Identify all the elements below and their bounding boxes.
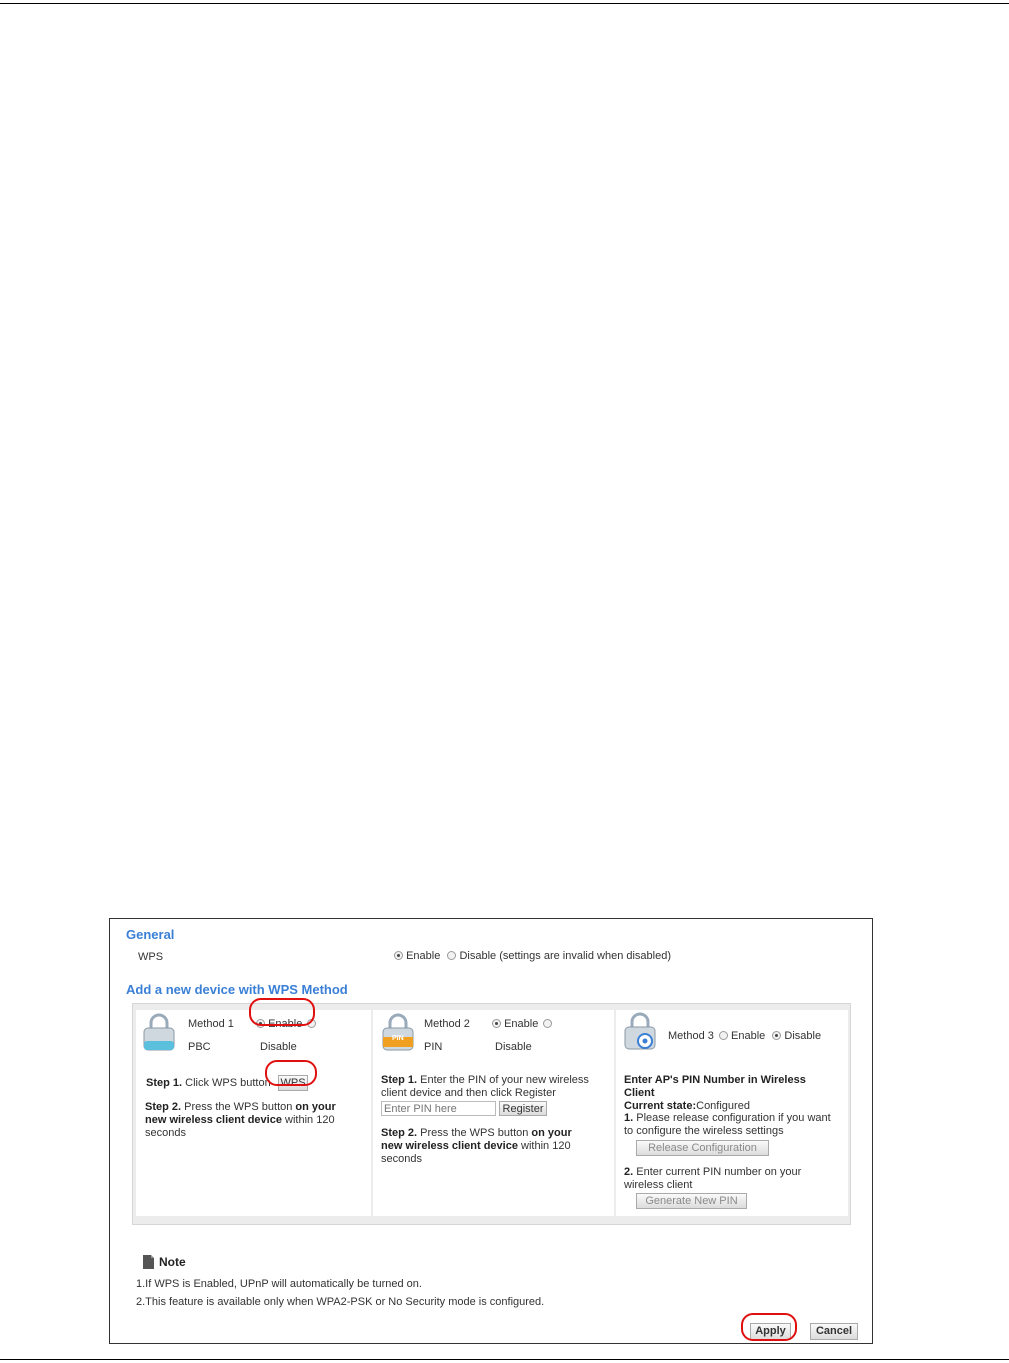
method2-step1-bold: Step 1.	[381, 1074, 418, 1086]
wps-methods-panel	[132, 1003, 851, 1225]
note-line1: 1.If WPS is Enabled, UPnP will automatically be turned on.	[136, 1278, 422, 1290]
method2-step1	[381, 1074, 607, 1100]
top-rule	[0, 3, 1009, 4]
wps-enable-label: Enable	[406, 950, 441, 962]
add-device-title: Add a new device with WPS Method	[126, 982, 348, 997]
method2-name: Method 2	[424, 1018, 470, 1030]
method2-step2-text2: within 120 seconds	[381, 1140, 571, 1165]
wps-enable-radio[interactable]	[394, 951, 403, 960]
wps-label: WPS	[138, 951, 164, 963]
method1-enable-label: Enable	[268, 1018, 303, 1030]
method1-name: Method 1	[188, 1018, 234, 1030]
method2-step2-text1: Press the WPS button	[420, 1127, 529, 1139]
bottom-rule	[0, 1359, 1009, 1360]
note-title: Note	[159, 1255, 186, 1269]
method2-step2	[381, 1127, 591, 1166]
method2-step1-text: Enter the PIN of your new wireless client device and then click Register	[381, 1074, 589, 1099]
method3-name: Method 3	[668, 1030, 714, 1042]
method3-item1-text: Please release configuration if you want to configure the wireless settings	[624, 1112, 831, 1137]
general-title: General	[126, 927, 175, 942]
method3-disable-label: Disable	[784, 1030, 822, 1042]
method1-step1	[146, 1077, 271, 1090]
generate-new-pin-button[interactable]: Generate New PIN	[636, 1193, 747, 1209]
method3-item1-num: 1.	[624, 1112, 634, 1124]
method2-enable	[492, 1018, 552, 1031]
method2-disable-radio[interactable]	[543, 1019, 552, 1028]
method1-step1-text: Click WPS button	[185, 1077, 271, 1089]
wps-button[interactable]: WPS	[278, 1075, 308, 1091]
cancel-button[interactable]: Cancel	[810, 1323, 858, 1340]
wps-disable-label: Disable (settings are invalid when disabled)	[459, 950, 672, 962]
method2-disable-label: Disable	[495, 1041, 532, 1053]
method2-enable-radio[interactable]	[492, 1019, 501, 1028]
wps-radio-group	[394, 950, 671, 962]
gear-padlock-icon	[623, 1011, 659, 1051]
method1-sub-label: PBC	[188, 1041, 211, 1053]
method2-enable-label: Enable	[504, 1018, 539, 1030]
note-icon	[143, 1255, 154, 1269]
method2-column	[373, 1010, 614, 1216]
method2-step2-bold2: on your new wireless client device	[381, 1127, 572, 1152]
method2-icon-badge: PIN	[392, 1035, 404, 1042]
method1-step2-bold: Step 2.	[145, 1101, 182, 1113]
method3-item1	[624, 1112, 834, 1138]
method1-disable-label: Disable	[260, 1041, 297, 1053]
apply-button[interactable]: Apply	[750, 1323, 791, 1340]
method1-step2	[145, 1101, 355, 1140]
wps-disable-radio[interactable]	[447, 951, 456, 960]
method3-state-value: Configured	[696, 1100, 750, 1112]
method1-step2-text2: within 120 seconds	[145, 1114, 335, 1139]
method3-item2	[624, 1166, 834, 1192]
padlock-icon	[142, 1013, 176, 1051]
method1-enable-highlight	[249, 998, 315, 1026]
method2-sub-label: PIN	[424, 1041, 443, 1053]
method1-step1-bold: Step 1.	[146, 1077, 183, 1089]
method3-enable-label: Enable	[731, 1030, 766, 1042]
method1-step2-text1: Press the WPS button	[184, 1101, 293, 1113]
pin-padlock-icon	[381, 1013, 415, 1051]
method3-enable-radio[interactable]	[719, 1031, 728, 1040]
method3-item2-text: Enter current PIN number on your wireless client	[624, 1166, 802, 1191]
wps-settings-screenshot	[109, 918, 873, 1344]
pin-input[interactable]	[381, 1101, 496, 1116]
release-configuration-button[interactable]: Release Configuration	[636, 1140, 769, 1156]
method1-step2-bold2: on your new wireless client device	[145, 1101, 336, 1126]
method3-heading: Enter AP's PIN Number in Wireless Client	[624, 1074, 806, 1099]
apply-button-highlight	[741, 1313, 797, 1341]
wps-button-highlight	[265, 1060, 317, 1086]
method3-options	[668, 1030, 821, 1043]
method3-disable-radio[interactable]	[772, 1031, 781, 1040]
register-button[interactable]: Register	[499, 1101, 547, 1116]
method2-step2-bold: Step 2.	[381, 1127, 418, 1139]
method3-item2-num: 2.	[624, 1166, 634, 1178]
note-line2: 2.This feature is available only when WPA2-PSK or No Security mode is configured.	[136, 1296, 545, 1308]
method3-column	[616, 1010, 848, 1216]
method3-state-label: Current state:	[624, 1100, 697, 1112]
method1-column	[136, 1010, 371, 1216]
